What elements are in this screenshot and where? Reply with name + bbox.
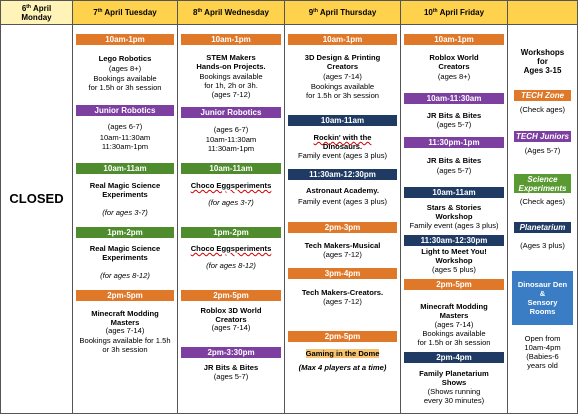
thu-title-line: (Max 4 players at a time) <box>298 363 387 372</box>
legend-dino-line1: Dinosaur Den <box>517 280 568 289</box>
closed-label: CLOSED <box>9 191 64 206</box>
tue-text-line: (for ages 8-12) <box>100 271 150 280</box>
fri-text-line: (ages 5-7) <box>436 166 472 175</box>
wed-text-line: 10am-11:30am <box>205 135 257 144</box>
tue-text-line: or 3h session <box>102 345 148 354</box>
wed-title-line: Hands-on Projects. <box>196 62 266 71</box>
legend-dino-line3: Sensory <box>527 298 558 307</box>
thu-text-line: Bookings available <box>310 82 375 91</box>
thu-text-line: Family event (ages 3 plus) <box>297 151 388 160</box>
legend-open-1: Open from <box>524 334 561 343</box>
legend-dino-line2: & <box>539 289 546 298</box>
tue-text-line: (ages 6-7) <box>107 122 143 131</box>
header-wednesday: 8th April Wednesday <box>178 1 284 25</box>
tue-title-line: Experiments <box>102 253 148 262</box>
fri-text-line: for 1.5h or 3h session <box>417 338 491 347</box>
tue-text-line: 11:30am-1pm <box>101 142 149 151</box>
fri-time-bar: 11:30am-12:30pm <box>404 235 504 246</box>
wed-title-line: STEM Makers <box>206 53 256 62</box>
thu-text-line: (ages 7-12) <box>323 250 362 259</box>
wed-text-line: 11:30am-1pm <box>207 144 255 153</box>
legend-tech-zone-note: (Check ages) <box>519 105 566 114</box>
legend-title-3: Ages 3-15 <box>523 66 562 75</box>
wed-time-bar: 10am-11am <box>181 163 281 174</box>
fri-text-line: (ages 5 plus) <box>432 265 476 274</box>
tue-text-line: Bookings available for 1.5h <box>79 336 171 345</box>
fri-title-line: Light to Meet You! <box>421 247 487 256</box>
legend-open-2: 10am-4pm <box>524 343 561 352</box>
fri-title-line: Shows <box>441 378 467 387</box>
fri-text-line: every 30 minutes) <box>423 396 485 405</box>
legend-tech-zone: TECH Zone <box>514 90 571 101</box>
fri-title-line: Minecraft Modding <box>420 302 488 311</box>
tue-title-line: Real Magic Science <box>89 181 161 190</box>
legend-dino-line4: Rooms <box>529 307 556 316</box>
wed-title-line: Choco Eggsperiments <box>190 181 272 190</box>
fri-text-line: Family event (ages 3 plus) <box>409 221 499 230</box>
tue-text-line: (for ages 3-7) <box>102 208 148 217</box>
tue-title-line: Experiments <box>102 190 148 199</box>
thu-title-line: 3D Design & Printing <box>304 53 381 62</box>
tue-title-line: Real Magic Science <box>89 244 161 253</box>
wed-text-line: (ages 6-7) <box>213 125 249 134</box>
wed-time-bar: 10am-1pm <box>181 34 281 45</box>
column-wednesday <box>178 1 285 413</box>
wed-title-line: Choco Eggsperiments <box>190 244 272 253</box>
thu-title-line: Gaming in the Dome <box>305 349 380 358</box>
fri-text-line: (Shows running <box>427 387 481 396</box>
wed-title-line: JR Bits & Bites <box>203 363 259 372</box>
column-monday <box>1 1 73 413</box>
tue-text-line: 10am-11:30am <box>99 133 151 142</box>
tue-text-line: (ages 8+) <box>108 64 142 73</box>
thu-text-line: (ages 7-12) <box>323 297 362 306</box>
legend-planetarium: Planetarium <box>514 222 571 233</box>
thu-time-bar: 11:30am-12:30pm <box>288 169 397 180</box>
thu-time-bar: 10am-1pm <box>288 34 397 45</box>
tue-text-line: for 1.5h or 3h session <box>88 83 162 92</box>
fri-text-line: (ages 5-7) <box>436 120 472 129</box>
legend-science-line1: Science <box>527 174 558 184</box>
thu-time-bar: 10am-11am <box>288 115 397 126</box>
wed-title-line: Creators <box>215 315 247 324</box>
wed-time-bar: Junior Robotics <box>181 107 281 118</box>
wed-text-line: (ages 7-12) <box>211 90 251 99</box>
tue-text-line: (ages 7-14) <box>105 326 145 335</box>
thu-title-line: Creators <box>326 62 359 71</box>
fri-time-bar: 10am-1pm <box>404 34 504 45</box>
tue-time-bar: 1pm-2pm <box>76 227 174 238</box>
wed-time-bar: 2pm-5pm <box>181 290 281 301</box>
thu-text-line: Family event (ages 3 plus) <box>297 197 388 206</box>
tue-time-bar: 10am-1pm <box>76 34 174 45</box>
tue-title-line: Lego Robotics <box>98 54 152 63</box>
tue-title-line: Masters <box>110 318 140 327</box>
thu-time-bar: 2pm-3pm <box>288 222 397 233</box>
legend-title-2: for <box>537 57 548 66</box>
fri-time-bar: 10am-11:30am <box>404 93 504 104</box>
thu-title-line: Rockin' with the <box>313 133 372 142</box>
thu-text-line: (ages 7-14) <box>323 72 362 81</box>
header-monday: 6th April Monday <box>1 1 72 25</box>
fri-title-line: JR Bits & Bites <box>426 156 482 165</box>
wed-title-line: Roblox 3D World <box>200 306 262 315</box>
legend-dinosaur-den <box>512 271 573 325</box>
thu-time-bar: 2pm-5pm <box>288 331 397 342</box>
fri-time-bar: 11:30pm-1pm <box>404 137 504 148</box>
wed-text-line: for 1h, 2h or 3h. <box>204 81 258 90</box>
legend-open-4: years old <box>527 361 558 370</box>
header-legend <box>508 1 577 25</box>
fri-title-line: Roblox World <box>429 53 479 62</box>
thu-time-bar: 3pm-4pm <box>288 268 397 279</box>
column-legend <box>508 1 577 413</box>
column-thursday <box>285 1 401 413</box>
fri-time-bar: 10am-11am <box>404 187 504 198</box>
fri-text-line: (ages 8+) <box>437 72 471 81</box>
fri-time-bar: 2pm-5pm <box>404 279 504 290</box>
legend-title-1: Workshops <box>520 48 565 57</box>
fri-title-line: JR Bits & Bites <box>426 111 482 120</box>
wed-text-line: (ages 7-14) <box>211 323 251 332</box>
wed-text-line: (for ages 8-12) <box>206 261 256 270</box>
column-friday <box>401 1 508 413</box>
fri-time-bar: 2pm-4pm <box>404 352 504 363</box>
legend-tech-juniors: TECH Juniors <box>514 131 571 142</box>
fri-title-line: Masters <box>439 311 469 320</box>
legend-science-line2: Experiments <box>518 183 567 193</box>
tue-text-line: Bookings available <box>93 74 157 83</box>
column-tuesday <box>73 1 178 413</box>
fri-text-line: Bookings available <box>422 329 486 338</box>
tue-time-bar: Junior Robotics <box>76 105 174 116</box>
header-thursday: 9th April Thursday <box>285 1 400 25</box>
fri-title-line: Workshop <box>435 256 473 265</box>
wed-text-line: (for ages 3-7) <box>208 198 254 207</box>
header-friday: 10th April Friday <box>401 1 507 25</box>
thu-title-line: Tech Makers-Creators. <box>301 288 384 297</box>
header-tuesday: 7th April Tuesday <box>73 1 177 25</box>
wed-text-line: Bookings available <box>199 72 263 81</box>
fri-title-line: Creators <box>438 62 470 71</box>
legend-science <box>514 174 571 193</box>
legend-open-3: (Babies-6 <box>526 352 559 361</box>
tue-title-line: Minecraft Modding <box>91 309 159 318</box>
tue-time-bar: 10am-11am <box>76 163 174 174</box>
tue-time-bar: 2pm-5pm <box>76 290 174 301</box>
wed-time-bar: 1pm-2pm <box>181 227 281 238</box>
fri-title-line: Stars & Stories <box>426 203 482 212</box>
thu-text-line: for 1.5h or 3h session <box>305 91 380 100</box>
legend-planetarium-note: (Ages 3 plus) <box>520 241 565 250</box>
fri-title-line: Family Planetarium <box>419 369 489 378</box>
thu-title-line: Dinosaurs. <box>322 142 363 151</box>
legend-science-note: (Check ages) <box>519 197 566 206</box>
fri-text-line: (ages 7-14) <box>434 320 474 329</box>
thu-title-line: Tech Makers-Musical <box>304 241 381 250</box>
wed-text-line: (ages 5-7) <box>213 372 249 381</box>
fri-title-line: Workshop <box>435 212 473 221</box>
thu-title-line: Astronaut Academy. <box>305 186 379 195</box>
wed-time-bar: 2pm-3:30pm <box>181 347 281 358</box>
legend-tech-juniors-note: (Ages 5-7) <box>524 146 561 155</box>
